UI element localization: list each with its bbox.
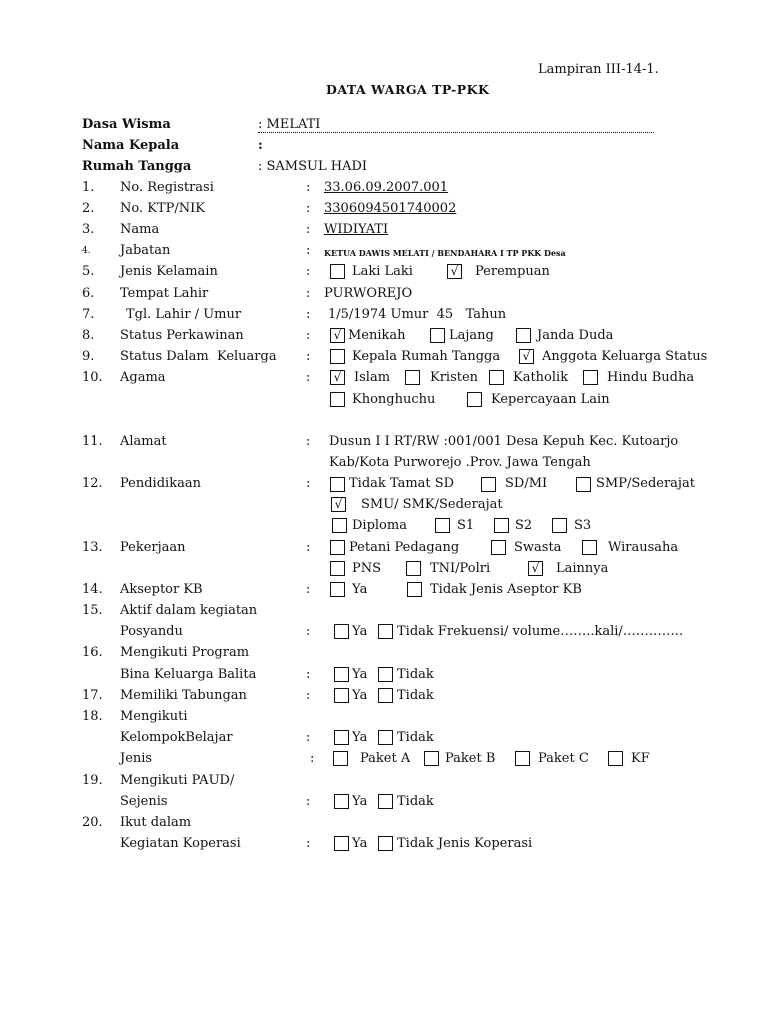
label-paud: Mengikuti PAUD/ [120, 773, 235, 788]
option-wirausaha: Wirausaha [608, 540, 679, 555]
label-nama: Nama [120, 222, 160, 237]
option-hindu-budha: Hindu Budha [607, 370, 695, 385]
option-kepercayaan: Kepercayaan Lain [491, 392, 610, 407]
row-num-15: 15. [82, 603, 103, 618]
checkbox-kb-belajar-ya[interactable] [334, 730, 349, 745]
row-num-19: 19. [82, 773, 103, 788]
label-tempat-lahir: Tempat Lahir [120, 286, 209, 301]
page-title: DATA WARGA TP-PKK [326, 82, 490, 97]
option-kepala-rt: Kepala Rumah Tangga [352, 349, 501, 364]
option-khonghuchu: Khonghuchu [352, 392, 436, 407]
row-num-14: 14. [82, 582, 103, 597]
checkbox-kb-ya[interactable] [330, 582, 345, 597]
colon: : [310, 751, 315, 766]
colon: : [306, 201, 311, 216]
checkbox-janda-duda[interactable] [516, 328, 531, 343]
checkbox-lajang[interactable] [430, 328, 445, 343]
row-num-6: 6. [82, 286, 95, 301]
value-rumah-tangga: : SAMSUL HADI [258, 159, 368, 174]
row-num-18: 18. [82, 709, 103, 724]
value-jabatan: KETUA DAWIS MELATI / BENDAHARA I TP PKK Desa [324, 248, 566, 258]
checkbox-swasta[interactable] [491, 540, 506, 555]
colon: : [306, 624, 311, 639]
option-lajang: Lajang [449, 328, 494, 343]
checkbox-paket-c[interactable] [515, 751, 530, 766]
colon: : [306, 688, 311, 703]
colon: : [306, 476, 311, 491]
option-kb-belajar-ya: Ya [352, 730, 368, 745]
colon: : [306, 328, 311, 343]
label-jabatan: Jabatan [120, 243, 171, 258]
row-num-3: 3. [82, 222, 95, 237]
checkbox-bkb-ya[interactable] [334, 667, 349, 682]
checkbox-smp[interactable] [576, 477, 591, 492]
checkbox-pns[interactable] [330, 561, 345, 576]
option-paket-c: Paket C [538, 751, 589, 766]
checkbox-smu-smk[interactable]: √ [331, 497, 346, 512]
row-num-10: 10. [82, 370, 103, 385]
row-num-17: 17. [82, 688, 103, 703]
row-num-20: 20. [82, 815, 103, 830]
checkbox-lainnya[interactable]: √ [528, 561, 543, 576]
option-kb-belajar-tidak: Tidak [397, 730, 434, 745]
option-tabungan-tidak: Tidak [397, 688, 434, 703]
option-lainnya: Lainnya [556, 561, 609, 576]
option-tni-polri: TNI/Polri [430, 561, 491, 576]
label-koperasi: Kegiatan Koperasi [120, 836, 241, 851]
label-aktif-kegiatan: Aktif dalam kegiatan [120, 603, 258, 618]
option-posyandu-tidak: Tidak Frekuensi/ volume……..kali/………….. [397, 624, 684, 639]
value-nama-kepala: : [258, 138, 263, 153]
colon: : [306, 836, 311, 851]
label-jenis-kelamin: Jenis Kelamain [120, 264, 218, 279]
colon: : [306, 264, 311, 279]
option-perempuan: Perempuan [475, 264, 550, 279]
option-laki-laki: Laki Laki [352, 264, 413, 279]
row-num-12: 12. [82, 476, 103, 491]
option-tidak-tamat-sd: Tidak Tamat SD [349, 476, 455, 491]
label-tgl-lahir: Tgl. Lahir / Umur [126, 307, 242, 322]
label-registrasi: No. Registrasi [120, 180, 214, 195]
option-diploma: Diploma [352, 518, 407, 533]
label-jenis: Jenis [120, 751, 153, 766]
checkbox-koperasi-ya[interactable] [334, 836, 349, 851]
option-kristen: Kristen [430, 370, 479, 385]
checkbox-perempuan[interactable]: √ [447, 264, 462, 279]
label-akseptor-kb: Akseptor KB [120, 582, 203, 597]
label-pekerjaan: Pekerjaan [120, 540, 186, 555]
label-mengikuti: Mengikuti [120, 709, 188, 724]
label-bina-keluarga: Bina Keluarga Balita [120, 667, 257, 682]
option-s2: S2 [515, 518, 533, 533]
row-num-8: 8. [82, 328, 95, 343]
checkbox-anggota[interactable]: √ [519, 349, 534, 364]
checkbox-kepercayaan[interactable] [467, 392, 482, 407]
checkbox-islam[interactable]: √ [330, 370, 345, 385]
colon: : [306, 180, 311, 195]
colon: : [306, 243, 311, 258]
label-tabungan: Memiliki Tabungan [120, 688, 247, 703]
row-num-11: 11. [82, 434, 103, 449]
label-pendidikan: Pendidikaan [120, 476, 201, 491]
option-kb-ya: Ya [352, 582, 368, 597]
value-nama: WIDIYATI [324, 222, 389, 237]
label-posyandu: Posyandu [120, 624, 183, 639]
checkbox-petani[interactable] [330, 540, 345, 555]
row-num-1: 1. [82, 180, 95, 195]
label-ktp: No. KTP/NIK [120, 201, 205, 216]
option-posyandu-ya: Ya [352, 624, 368, 639]
colon: : [306, 434, 311, 449]
option-sd-mi: SD/MI [505, 476, 548, 491]
value-alamat-line1: Dusun I I RT/RW :001/001 Desa Kepuh Kec. Kutoarjo [329, 434, 679, 449]
option-menikah: Menikah [348, 328, 406, 343]
row-num-7: 7. [82, 307, 95, 322]
option-paud-ya: Ya [352, 794, 368, 809]
row-num-4: 4. [82, 246, 91, 256]
label-ikut-dalam: Ikut dalam [120, 815, 192, 830]
checkbox-kepala-rt[interactable] [330, 349, 345, 364]
checkbox-kb-belajar-tidak[interactable] [378, 730, 393, 745]
checkbox-posyandu-ya[interactable] [334, 624, 349, 639]
checkbox-bkb-tidak[interactable] [378, 667, 393, 682]
option-paket-b: Paket B [445, 751, 496, 766]
label-nama-kepala: Nama Kepala [82, 138, 180, 153]
colon: : [306, 540, 311, 555]
option-swasta: Swasta [514, 540, 562, 555]
checkbox-kf[interactable] [608, 751, 623, 766]
option-s3: S3 [574, 518, 592, 533]
checkbox-menikah[interactable]: √ [330, 328, 345, 343]
checkbox-koperasi-tidak[interactable] [378, 836, 393, 851]
value-ktp: 3306094501740002 [324, 201, 457, 216]
checkbox-s3[interactable] [552, 518, 567, 533]
option-islam: Islam [354, 370, 391, 385]
option-janda-duda: Janda Duda [537, 328, 614, 343]
colon: : [306, 667, 311, 682]
checkbox-paket-a[interactable] [333, 751, 348, 766]
colon: : [306, 794, 311, 809]
attachment-ref: Lampiran III-14-1. [538, 62, 659, 77]
checkbox-s2[interactable] [494, 518, 509, 533]
value-tgl-lahir: 1/5/1974 Umur 45 Tahun [328, 307, 507, 322]
checkbox-khonghuchu[interactable] [330, 392, 345, 407]
colon: : [306, 370, 311, 385]
checkbox-hindu-budha[interactable] [583, 370, 598, 385]
value-registrasi: 33.06.09.2007.001 [324, 180, 449, 195]
checkbox-s1[interactable] [435, 518, 450, 533]
label-kelompok-belajar: KelompokBelajar [120, 730, 233, 745]
colon: : [306, 582, 311, 597]
option-anggota: Anggota Keluarga Status [542, 349, 708, 364]
checkbox-paket-b[interactable] [424, 751, 439, 766]
option-paket-a: Paket A [360, 751, 411, 766]
checkbox-tabungan-ya[interactable] [334, 688, 349, 703]
option-paud-tidak: Tidak [397, 794, 434, 809]
option-s1: S1 [457, 518, 475, 533]
colon: : [306, 349, 311, 364]
label-dasa-wisma: Dasa Wisma [82, 117, 171, 132]
checkbox-posyandu-tidak[interactable] [378, 624, 393, 639]
option-koperasi-ya: Ya [352, 836, 368, 851]
checkbox-tabungan-tidak[interactable] [378, 688, 393, 703]
option-kf: KF [631, 751, 650, 766]
checkbox-diploma[interactable] [332, 518, 347, 533]
label-mengikuti-program: Mengikuti Program [120, 645, 250, 660]
checkbox-sd-mi[interactable] [481, 477, 496, 492]
value-tempat-lahir: PURWOREJO [324, 286, 413, 301]
row-num-13: 13. [82, 540, 103, 555]
checkbox-wirausaha[interactable] [582, 540, 597, 555]
row-num-16: 16. [82, 645, 103, 660]
option-bkb-ya: Ya [352, 667, 368, 682]
checkbox-tni-polri[interactable] [406, 561, 421, 576]
label-sejenis: Sejenis [120, 794, 168, 809]
value-dasa-wisma: : MELATI [258, 117, 654, 133]
option-tabungan-ya: Ya [352, 688, 368, 703]
label-alamat: Alamat [120, 434, 167, 449]
checkbox-paud-ya[interactable] [334, 794, 349, 809]
colon: : [306, 286, 311, 301]
option-katholik: Katholik [513, 370, 569, 385]
checkbox-kb-tidak[interactable] [407, 582, 422, 597]
option-petani: Petani Pedagang [349, 540, 460, 555]
checkbox-laki-laki[interactable] [330, 264, 345, 279]
label-rumah-tangga: Rumah Tangga [82, 159, 192, 174]
value-alamat-line2: Kab/Kota Purworejo .Prov. Jawa Tengah [329, 455, 591, 470]
label-status-perkawinan: Status Perkawinan [120, 328, 244, 343]
row-num-2: 2. [82, 201, 95, 216]
label-agama: Agama [120, 370, 166, 385]
row-num-5: 5. [82, 264, 95, 279]
option-smp: SMP/Sederajat [596, 476, 695, 491]
row-num-9: 9. [82, 349, 95, 364]
checkbox-paud-tidak[interactable] [378, 794, 393, 809]
colon: : [306, 222, 311, 237]
colon: : [306, 730, 311, 745]
checkbox-katholik[interactable] [489, 370, 504, 385]
label-status-keluarga: Status Dalam Keluarga [120, 349, 277, 364]
option-koperasi-tidak: Tidak Jenis Koperasi [397, 836, 533, 851]
option-smu-smk: SMU/ SMK/Sederajat [361, 497, 503, 512]
colon: : [306, 307, 311, 322]
checkbox-tidak-tamat-sd[interactable] [330, 477, 345, 492]
option-pns: PNS [352, 561, 382, 576]
option-bkb-tidak: Tidak [397, 667, 434, 682]
option-kb-tidak: Tidak Jenis Aseptor KB [430, 582, 582, 597]
checkbox-kristen[interactable] [405, 370, 420, 385]
